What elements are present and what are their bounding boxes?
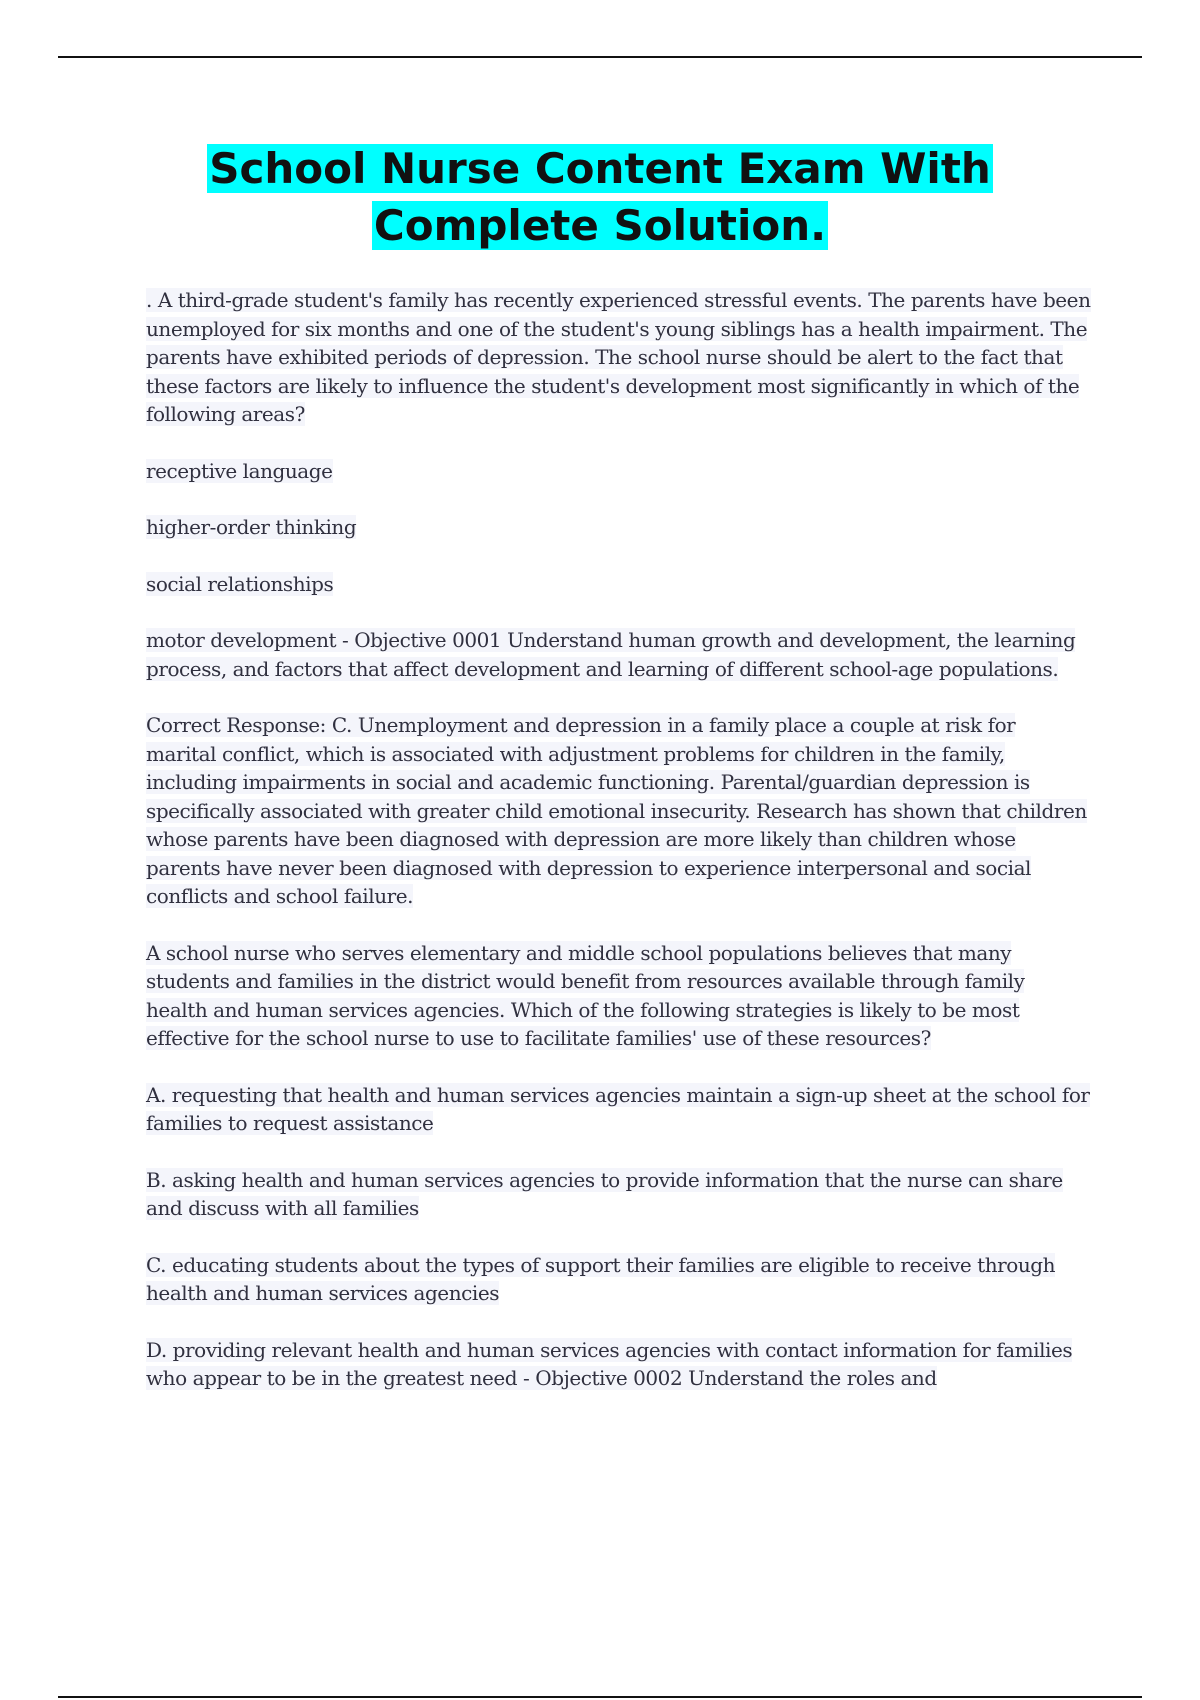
bottom-rule — [58, 1696, 1142, 1698]
title-line-2: Complete Solution. — [373, 201, 827, 250]
title-line-1: School Nurse Content Exam With — [209, 144, 991, 193]
question-1-option-c: social relationships — [146, 571, 334, 596]
question-1-stem: . A third-grade student's family has recently experienced stressful events. The parents have been unemployed for six months and one of the student's young siblings has a health impairment. The parents have exhibited periods of depression. The school nurse should be alert to the fact that these factors are likely to influence the student's development most significantly in which of the following areas? — [146, 288, 1091, 426]
question-1-option-a: receptive language — [146, 458, 333, 483]
question-2-option-b: B. asking health and human services agencies to provide information that the nurse can share and discuss with all families — [146, 1167, 1063, 1220]
question-2-option-d: D. providing relevant health and human services agencies with contact information for families who appear to be in the greatest need - Objective 0002 Understand the roles and — [146, 1337, 1073, 1390]
question-1-option-b: higher-order thinking — [146, 515, 357, 539]
question-2-option-c: C. educating students about the types of support their families are eligible to receive through health and human services agencies — [146, 1252, 1056, 1305]
question-1-answer: Correct Response: C. Unemployment and depression in a family place a couple at risk for marital conflict, which is associated with adjustment problems for children in the family, including impairments in social and academic functioning. Parental/guardian depression is specifically associated with greater child emotional insecurity. Research has shown that children whose parents have been diagnosed with depression are more likely than children whose parents have never been diagnosed with depression to experience interpersonal and social conflicts and school failure. — [146, 713, 1087, 908]
document-title — [0, 140, 1200, 254]
top-rule — [58, 56, 1142, 58]
question-1-option-d: motor development - Objective 0001 Understand human growth and development, the learning process, and factors that affect development and learning of different school-age populations. — [146, 628, 1076, 681]
document-body — [146, 286, 1091, 1421]
question-2-option-a: A. requesting that health and human services agencies maintain a sign-up sheet at the school for families to request assistance — [146, 1082, 1090, 1135]
question-2-stem: A school nurse who serves elementary and middle school populations believes that many students and families in the district would benefit from resources available through family health and human services agencies. Which of the following strategies is likely to be most effective for the school nurse to use to facilitate families' use of these resources? — [146, 940, 1025, 1050]
